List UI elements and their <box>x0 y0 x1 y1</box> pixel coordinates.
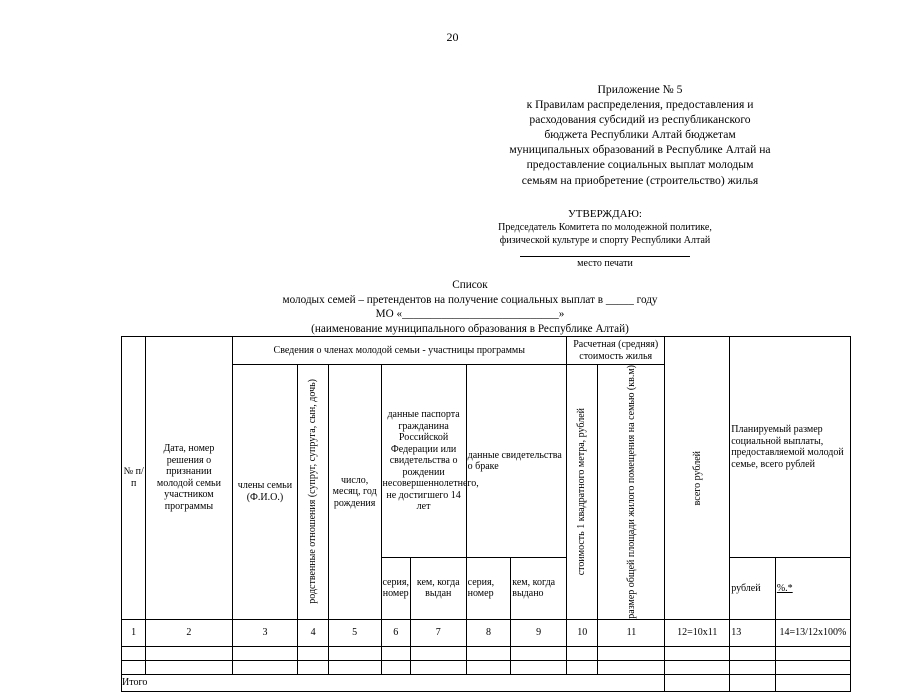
stamp-label: место печати <box>577 258 633 269</box>
approval-block <box>470 208 740 270</box>
list-subtitle: молодых семей – претендентов на получение социальных выплат в _____ году <box>282 293 658 306</box>
header-total-rubles-cell <box>665 337 730 620</box>
list-title: Список <box>452 279 488 291</box>
column-number-cell: 7 <box>410 619 466 646</box>
column-number-cell: 8 <box>466 619 511 646</box>
municipality-caption: (наименование муниципального образования в Республике Алтай) <box>311 322 629 335</box>
header-members: члены семьи (Ф.И.О.) <box>232 365 298 620</box>
table-row <box>122 646 851 660</box>
header-passport-series: серия, номер <box>381 558 410 620</box>
total-label: Итого <box>122 674 665 691</box>
header-birth-date: число, месяц, год рождения <box>328 365 381 620</box>
header-total-rubles: всего рублей <box>691 450 703 506</box>
header-marriage-certificate: данные свидетельства о браке <box>466 365 566 558</box>
header-passport-issued: кем, когда выдан <box>410 558 466 620</box>
appendix-line: Приложение № 5 <box>597 83 683 96</box>
appendix-line: к Правилам распределения, предоставления и <box>526 98 754 112</box>
column-number-cell: 4 <box>298 619 328 646</box>
header-area-cell <box>598 365 665 620</box>
approval-heading: УТВЕРЖДАЮ: <box>568 208 642 220</box>
column-number-cell: 10 <box>567 619 598 646</box>
header-rubles: рублей <box>730 558 776 620</box>
municipality-line: МО «____________________________» <box>375 308 565 320</box>
header-family-members-group: Сведения о членах молодой семьи - участницы программы <box>232 337 567 365</box>
column-number-cell: 5 <box>328 619 381 646</box>
percent-label: %.* <box>776 582 793 594</box>
header-marriage-issued: кем, когда выдано <box>511 558 567 620</box>
header-housing-cost-group: Расчетная (средняя) стоимость жилья <box>567 337 665 365</box>
appendix-line: семьям на приобретение (строительство) жилья <box>521 173 759 187</box>
header-area: размер общей площади жилого помещения на семью (кв.м) <box>625 365 637 619</box>
appendix-line: бюджета Республики Алтай бюджетам <box>544 128 736 142</box>
header-cost-per-sqm: стоимость 1 квадратного метра, рублей <box>576 408 588 576</box>
approval-line: Председатель Комитета по молодежной политике, <box>498 222 712 233</box>
appendix-line: расходования субсидий из республиканского <box>529 113 751 127</box>
header-passport: данные паспорта гражданина Российской Федерации или свидетельства о рождении несовершеннолетнего, не достигшего 14 лет <box>381 365 466 558</box>
families-table <box>121 336 851 692</box>
header-relation: родственные отношения (супруг, супруга, сын, дочь) <box>307 379 319 605</box>
list-title-block <box>180 278 760 336</box>
table-row <box>122 660 851 674</box>
header-decision-date: Дата, номер решения о признании молодой семьи участником программы <box>146 337 232 620</box>
column-number-cell: 13 <box>730 619 776 646</box>
column-number-cell: 3 <box>232 619 298 646</box>
header-relation-cell <box>298 365 328 620</box>
appendix-heading <box>480 82 800 188</box>
page-number: 20 <box>446 30 459 44</box>
column-number-cell: 12=10х11 <box>665 619 730 646</box>
column-number-cell: 14=13/12х100% <box>775 619 850 646</box>
header-percent <box>775 558 850 620</box>
column-number-cell: 2 <box>146 619 232 646</box>
column-number-cell: 6 <box>381 619 410 646</box>
total-row <box>122 674 851 691</box>
appendix-line: предоставление социальных выплат молодым <box>526 158 754 172</box>
column-number-cell: 9 <box>511 619 567 646</box>
header-planned-payment: Планируемый размер социальной выплаты, предоставляемой молодой семье, всего рублей <box>730 337 851 558</box>
appendix-line: муниципальных образований в Республике Алтай на <box>509 143 771 157</box>
header-number: № п/п <box>122 337 146 620</box>
column-number-cell: 11 <box>598 619 665 646</box>
header-marriage-series: серия, номер <box>466 558 511 620</box>
column-number-cell: 1 <box>122 619 146 646</box>
header-cost-per-sqm-cell <box>567 365 598 620</box>
approval-line: физической культуре и спорту Республики Алтай <box>499 235 711 246</box>
